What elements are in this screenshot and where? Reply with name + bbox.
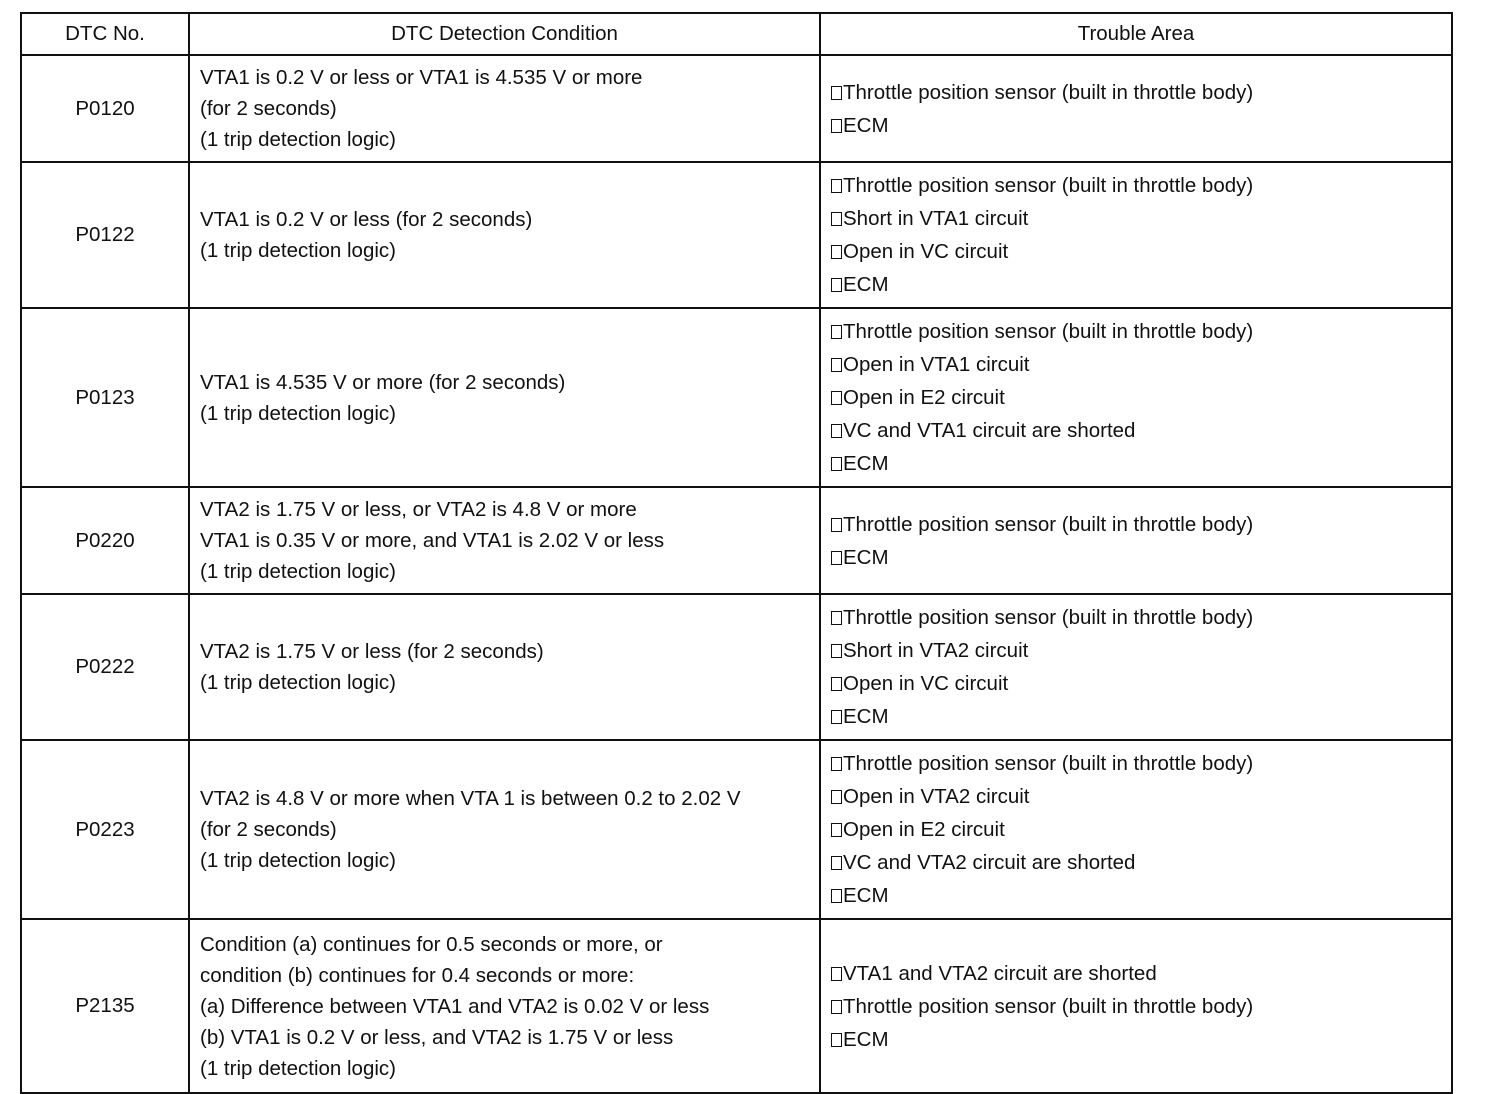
trouble-area-text: Open in E2 circuit — [843, 386, 1005, 409]
detection-condition-cell — [189, 55, 820, 162]
trouble-area-item — [831, 381, 1441, 414]
trouble-area-item — [831, 846, 1441, 879]
table-row — [21, 162, 1452, 308]
trouble-area-item — [831, 634, 1441, 667]
condition-line: VTA1 is 4.535 V or more (for 2 seconds) — [200, 370, 566, 394]
detection-condition-cell — [189, 740, 820, 919]
condition-line: (for 2 seconds) — [200, 818, 337, 841]
trouble-area-item — [831, 957, 1441, 990]
dtc-code-cell: P0220 — [21, 487, 189, 594]
condition-line: (1 trip detection logic) — [200, 239, 396, 262]
trouble-area-item — [831, 541, 1441, 574]
checkbox-square-icon — [831, 644, 842, 658]
condition-line: (1 trip detection logic) — [200, 849, 396, 872]
trouble-area-item — [831, 747, 1441, 780]
trouble-area-text: ECM — [843, 545, 889, 569]
checkbox-square-icon — [831, 179, 842, 193]
detection-condition-cell — [189, 308, 820, 487]
checkbox-square-icon — [831, 278, 842, 292]
header-row — [21, 13, 1452, 55]
condition-line: VTA1 is 0.2 V or less (for 2 seconds) — [200, 208, 533, 231]
checkbox-square-icon — [831, 757, 842, 771]
condition-line: (1 trip detection logic) — [200, 401, 396, 425]
condition-line: (a) Difference between VTA1 and VTA2 is 0.02 V or less — [200, 994, 710, 1018]
trouble-area-item — [831, 76, 1441, 109]
trouble-area-text: ECM — [843, 273, 889, 296]
checkbox-square-icon — [831, 325, 842, 339]
condition-line: (b) VTA1 is 0.2 V or less, and VTA2 is 1.75 V or less — [200, 1025, 674, 1049]
checkbox-square-icon — [831, 1000, 842, 1014]
table-row — [21, 919, 1452, 1093]
trouble-area-text: Throttle position sensor (built in throttle body) — [843, 80, 1254, 104]
condition-line: VTA2 is 1.75 V or less (for 2 seconds) — [200, 640, 544, 663]
checkbox-square-icon — [831, 856, 842, 870]
trouble-area-text: Open in E2 circuit — [843, 818, 1005, 841]
table-row — [21, 487, 1452, 594]
condition-line: VTA1 is 0.35 V or more, and VTA1 is 2.02 V or less — [200, 529, 665, 552]
checkbox-square-icon — [831, 457, 842, 471]
header-trouble-area: Trouble Area — [820, 13, 1452, 55]
checkbox-square-icon — [831, 424, 842, 438]
dtc-table — [20, 12, 1453, 1094]
condition-line: VTA2 is 1.75 V or less, or VTA2 is 4.8 V or more — [200, 498, 637, 521]
checkbox-square-icon — [831, 551, 842, 565]
trouble-area-item — [831, 202, 1441, 235]
table-row — [21, 594, 1452, 740]
trouble-area-text: ECM — [843, 705, 889, 728]
trouble-area-item — [831, 780, 1441, 813]
trouble-area-item — [831, 1023, 1441, 1056]
condition-line: (1 trip detection logic) — [200, 560, 396, 583]
trouble-area-item — [831, 667, 1441, 700]
trouble-area-text: Throttle position sensor (built in throttle body) — [843, 320, 1254, 343]
dtc-code-cell: P0120 — [21, 55, 189, 162]
checkbox-square-icon — [831, 1033, 842, 1047]
header-dtc-no: DTC No. — [21, 13, 189, 55]
condition-line: (1 trip detection logic) — [200, 128, 396, 151]
checkbox-square-icon — [831, 611, 842, 625]
trouble-area-text: ECM — [843, 113, 889, 137]
table-row — [21, 308, 1452, 487]
condition-line: VTA2 is 4.8 V or more when VTA 1 is between 0.2 to 2.02 V — [200, 787, 741, 810]
trouble-area-text: VC and VTA2 circuit are shorted — [843, 851, 1136, 874]
checkbox-square-icon — [831, 967, 842, 981]
trouble-area-text: ECM — [843, 1027, 889, 1051]
checkbox-square-icon — [831, 710, 842, 724]
table-row — [21, 55, 1452, 162]
dtc-code-cell: P2135 — [21, 919, 189, 1093]
dtc-code-cell: P0122 — [21, 162, 189, 308]
detection-condition-cell — [189, 162, 820, 308]
table-body — [21, 55, 1452, 1093]
detection-condition-cell — [189, 594, 820, 740]
checkbox-square-icon — [831, 889, 842, 903]
header-detection-condition: DTC Detection Condition — [189, 13, 820, 55]
trouble-area-item — [831, 508, 1441, 541]
trouble-area-item — [831, 879, 1441, 912]
trouble-area-item — [831, 990, 1441, 1023]
trouble-area-text: Open in VTA1 circuit — [843, 353, 1030, 376]
condition-line: condition (b) continues for 0.4 seconds or more: — [200, 963, 635, 987]
trouble-area-cell — [820, 740, 1452, 919]
table-header — [21, 13, 1452, 55]
trouble-area-cell — [820, 594, 1452, 740]
condition-line: (1 trip detection logic) — [200, 1056, 396, 1080]
trouble-area-text: Open in VC circuit — [843, 240, 1009, 263]
condition-line: Condition (a) continues for 0.5 seconds or more, or — [200, 932, 663, 956]
dtc-code-cell: P0123 — [21, 308, 189, 487]
trouble-area-text: VTA1 and VTA2 circuit are shorted — [843, 961, 1157, 985]
detection-condition-cell — [189, 919, 820, 1093]
trouble-area-text: ECM — [843, 884, 889, 907]
trouble-area-cell — [820, 919, 1452, 1093]
table-row — [21, 740, 1452, 919]
trouble-area-item — [831, 348, 1441, 381]
checkbox-square-icon — [831, 86, 842, 100]
trouble-area-text: Throttle position sensor (built in throttle body) — [843, 174, 1254, 197]
trouble-area-text: VC and VTA1 circuit are shorted — [843, 419, 1136, 442]
trouble-area-cell — [820, 55, 1452, 162]
trouble-area-item — [831, 813, 1441, 846]
trouble-area-cell — [820, 162, 1452, 308]
trouble-area-item — [831, 447, 1441, 480]
trouble-area-item — [831, 315, 1441, 348]
trouble-area-text: Short in VTA1 circuit — [843, 207, 1029, 230]
checkbox-square-icon — [831, 245, 842, 259]
checkbox-square-icon — [831, 823, 842, 837]
trouble-area-text: Throttle position sensor (built in throttle body) — [843, 606, 1254, 629]
checkbox-square-icon — [831, 212, 842, 226]
checkbox-square-icon — [831, 518, 842, 532]
condition-line: VTA1 is 0.2 V or less or VTA1 is 4.535 V or more — [200, 66, 643, 89]
trouble-area-cell — [820, 487, 1452, 594]
trouble-area-text: Open in VTA2 circuit — [843, 785, 1030, 808]
trouble-area-cell — [820, 308, 1452, 487]
trouble-area-item — [831, 169, 1441, 202]
trouble-area-item — [831, 268, 1441, 301]
checkbox-square-icon — [831, 790, 842, 804]
trouble-area-item — [831, 700, 1441, 733]
checkbox-square-icon — [831, 677, 842, 691]
trouble-area-item — [831, 414, 1441, 447]
trouble-area-item — [831, 109, 1441, 142]
checkbox-square-icon — [831, 358, 842, 372]
trouble-area-text: Throttle position sensor (built in throttle body) — [843, 994, 1254, 1018]
trouble-area-text: Short in VTA2 circuit — [843, 639, 1029, 662]
trouble-area-item — [831, 235, 1441, 268]
condition-line: (for 2 seconds) — [200, 97, 337, 120]
trouble-area-text: ECM — [843, 452, 889, 475]
checkbox-square-icon — [831, 391, 842, 405]
trouble-area-text: Throttle position sensor (built in throttle body) — [843, 512, 1254, 536]
trouble-area-item — [831, 601, 1441, 634]
dtc-code-cell: P0223 — [21, 740, 189, 919]
detection-condition-cell — [189, 487, 820, 594]
trouble-area-text: Open in VC circuit — [843, 672, 1009, 695]
trouble-area-text: Throttle position sensor (built in throttle body) — [843, 752, 1254, 775]
checkbox-square-icon — [831, 119, 842, 133]
dtc-code-cell: P0222 — [21, 594, 189, 740]
condition-line: (1 trip detection logic) — [200, 671, 396, 694]
